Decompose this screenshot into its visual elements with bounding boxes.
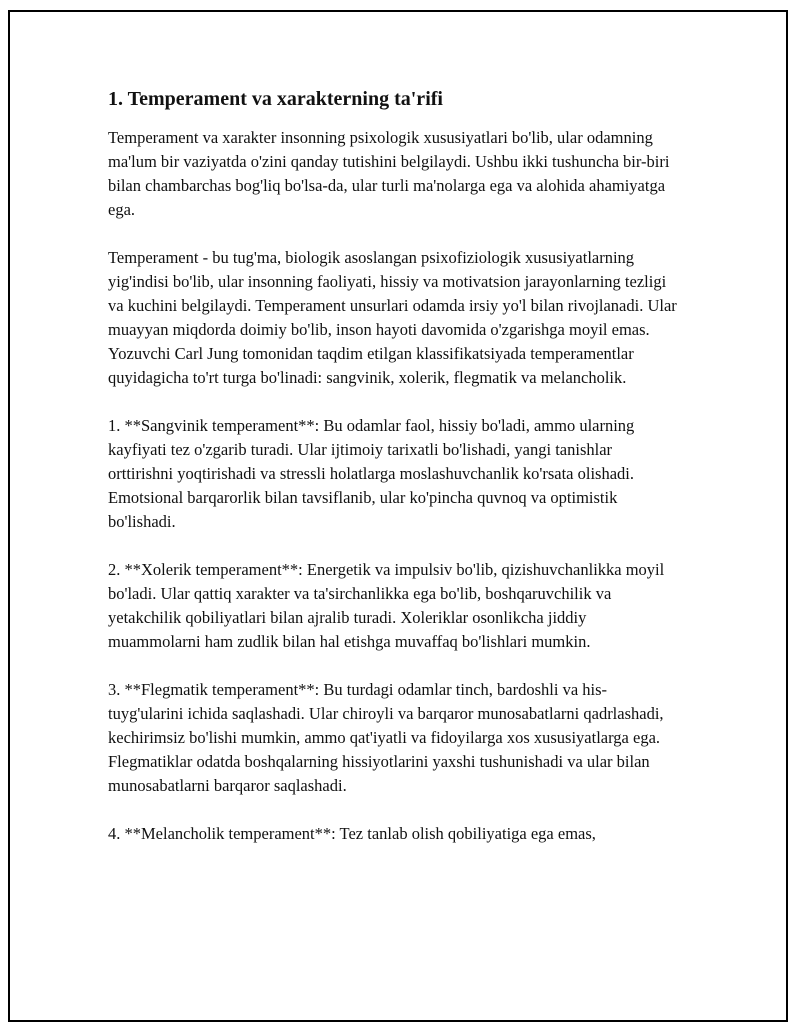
paragraph-sangvinik: 1. **Sangvinik temperament**: Bu odamlar faol, hissiy bo'ladi, ammo ularning kayfiyati tez o'zgarib turadi. Ular ijtimoiy tarixatli bo'lishadi, yangi tanishlar orttirishni yoqtirishadi va stressli holatlarga moslashuvchanlik ko'rsata olishadi. Emotsional barqarorlik bilan tavsiflanib, ular ko'pincha quvnoq va optimistik bo'lishadi. bbox=[108, 416, 635, 531]
paragraph-xolerik: 2. **Xolerik temperament**: Energetik va impulsiv bo'lib, qizishuvchanlikka moyil bo'ladi. Ular qattiq xarakter va ta'sirchanlikka ega bo'lib, boshqaruvchilik va yetakchilik qobiliyatlari bilan ajralib turadi. Xoleriklar osonlikcha jiddiy muammolarni ham zudlik bilan hal etishga muvaffaq bo'lishlari mumkin. bbox=[108, 560, 665, 651]
paragraph-melancholik: 4. **Melancholik temperament**: Tez tanlab olish qobiliyatiga ega emas, bbox=[108, 824, 596, 843]
paragraph-temperament-definition: Temperament - bu tug'ma, biologik asoslangan psixofiziologik xususiyatlarning yig'indisi bo'lib, ular insonning faoliyati, hissiy va motivatsion jarayonlarning tezligi va kuchini belgilaydi. Temperament unsurlari odamda irsiy yo'l bilan rivojlanadi. Ular muayyan miqdorda doimiy bo'lib, inson hayoti davomida o'zgarishga moyil emas. Yozuvchi Carl Jung tomonidan taqdim etilgan klassifikatsiyada temperamentlar quyidagicha to'rt turga bo'linadi: sangvinik, xolerik, flegmatik va melancholik. bbox=[108, 248, 677, 387]
section-heading: 1. Temperament va xarakterning ta'rifi bbox=[108, 88, 443, 110]
document-body bbox=[108, 86, 678, 870]
paragraph-flegmatik: 3. **Flegmatik temperament**: Bu turdagi odamlar tinch, bardoshli va his-tuyg'ularini ichida saqlashadi. Ular chiroyli va barqaror munosabatlarni qadrlashadi, kechirimsiz bo'lishi mumkin, ammo qat'iyatli va fidoyilarga xos xususiyatlarga ega. Flegmatiklar odatda boshqalarning hissiyotlarini yaxshi tushunishadi va ular bilan munosabatlarni barqaror saqlashadi. bbox=[108, 680, 664, 795]
paragraph-intro: Temperament va xarakter insonning psixologik xususiyatlari bo'lib, ular odamning ma'lum bir vaziyatda o'zini qanday tutishini belgilaydi. Ushbu ikki tushuncha bir-biri bilan chambarchas bog'liq bo'lsa-da, ular turli ma'nolarga ega va alohida ahamiyatga ega. bbox=[108, 128, 670, 219]
